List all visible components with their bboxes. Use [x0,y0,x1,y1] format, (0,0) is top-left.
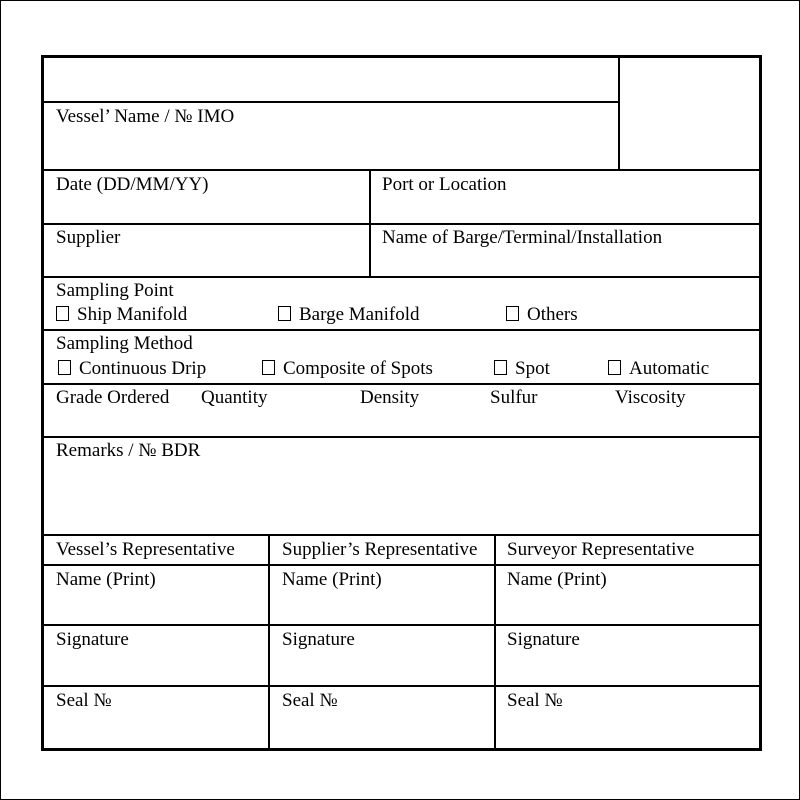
rule-vessel [44,169,759,171]
vessel-rep-signature-label: Signature [56,629,129,650]
sampling-method-option-composite[interactable] [262,359,433,379]
date-label: Date (DD/MM/YY) [56,174,209,195]
checkbox-icon[interactable] [506,306,519,321]
checkbox-icon[interactable] [58,360,71,375]
rule-sampling-point [44,329,759,331]
surveyor-rep-title: Surveyor Representative [507,539,695,560]
rule-right-box [618,58,620,170]
rule-rep-col-2 [494,535,496,748]
supplier-rep-seal-label: Seal № [282,690,338,711]
sampling-method-label: Sampling Method [56,333,193,354]
sampling-point-option-others[interactable] [506,305,578,325]
barge-label: Name of Barge/Terminal/Installation [382,227,663,248]
rule-supplier [44,276,759,278]
option-label: Continuous Drip [79,358,207,379]
sampling-method-option-spot[interactable] [494,359,550,379]
option-label: Composite of Spots [283,358,433,379]
supplier-rep-name-label: Name (Print) [282,569,382,590]
density-label: Density [360,387,420,408]
grade-ordered-label: Grade Ordered [56,387,170,408]
option-label: Automatic [629,358,710,379]
sampling-method-option-automatic[interactable] [608,359,709,379]
checkbox-icon[interactable] [608,360,621,375]
rule-sampling-method [44,383,759,385]
rule-rep-name [44,624,759,626]
rule-rep-signature [44,685,759,687]
vessel-rep-seal-label: Seal № [56,690,112,711]
rule-rep-col-1 [268,535,270,748]
supplier-rep-signature-label: Signature [282,629,355,650]
checkbox-icon[interactable] [494,360,507,375]
sulfur-label: Sulfur [490,387,538,408]
option-label: Barge Manifold [299,304,420,325]
surveyor-rep-seal-label: Seal № [507,690,563,711]
rule-rep-titles [44,564,759,566]
checkbox-icon[interactable] [278,306,291,321]
viscosity-label: Viscosity [615,387,686,408]
supplier-label: Supplier [56,227,121,248]
rule-remarks [44,534,759,536]
sampling-method-option-continuous[interactable] [58,359,206,379]
vessel-name-label: Vessel’ Name / № IMO [56,106,235,127]
rule-grade [44,436,759,438]
vessel-rep-name-label: Name (Print) [56,569,156,590]
checkbox-icon[interactable] [262,360,275,375]
rule-date-port [369,170,371,277]
option-label: Ship Manifold [77,304,188,325]
supplier-rep-title: Supplier’s Representative [282,539,478,560]
remarks-label: Remarks / № BDR [56,440,201,461]
sample-label-form [41,55,762,751]
surveyor-rep-signature-label: Signature [507,629,580,650]
sampling-point-option-ship[interactable] [56,305,187,325]
vessel-rep-title: Vessel’s Representative [56,539,235,560]
rule-date [44,223,759,225]
port-label: Port or Location [382,174,507,195]
sampling-point-label: Sampling Point [56,280,174,301]
option-label: Others [527,304,578,325]
quantity-label: Quantity [201,387,268,408]
checkbox-icon[interactable] [56,306,69,321]
rule-top-cell [44,101,618,103]
surveyor-rep-name-label: Name (Print) [507,569,607,590]
option-label: Spot [515,358,550,379]
sampling-point-option-barge[interactable] [278,305,420,325]
